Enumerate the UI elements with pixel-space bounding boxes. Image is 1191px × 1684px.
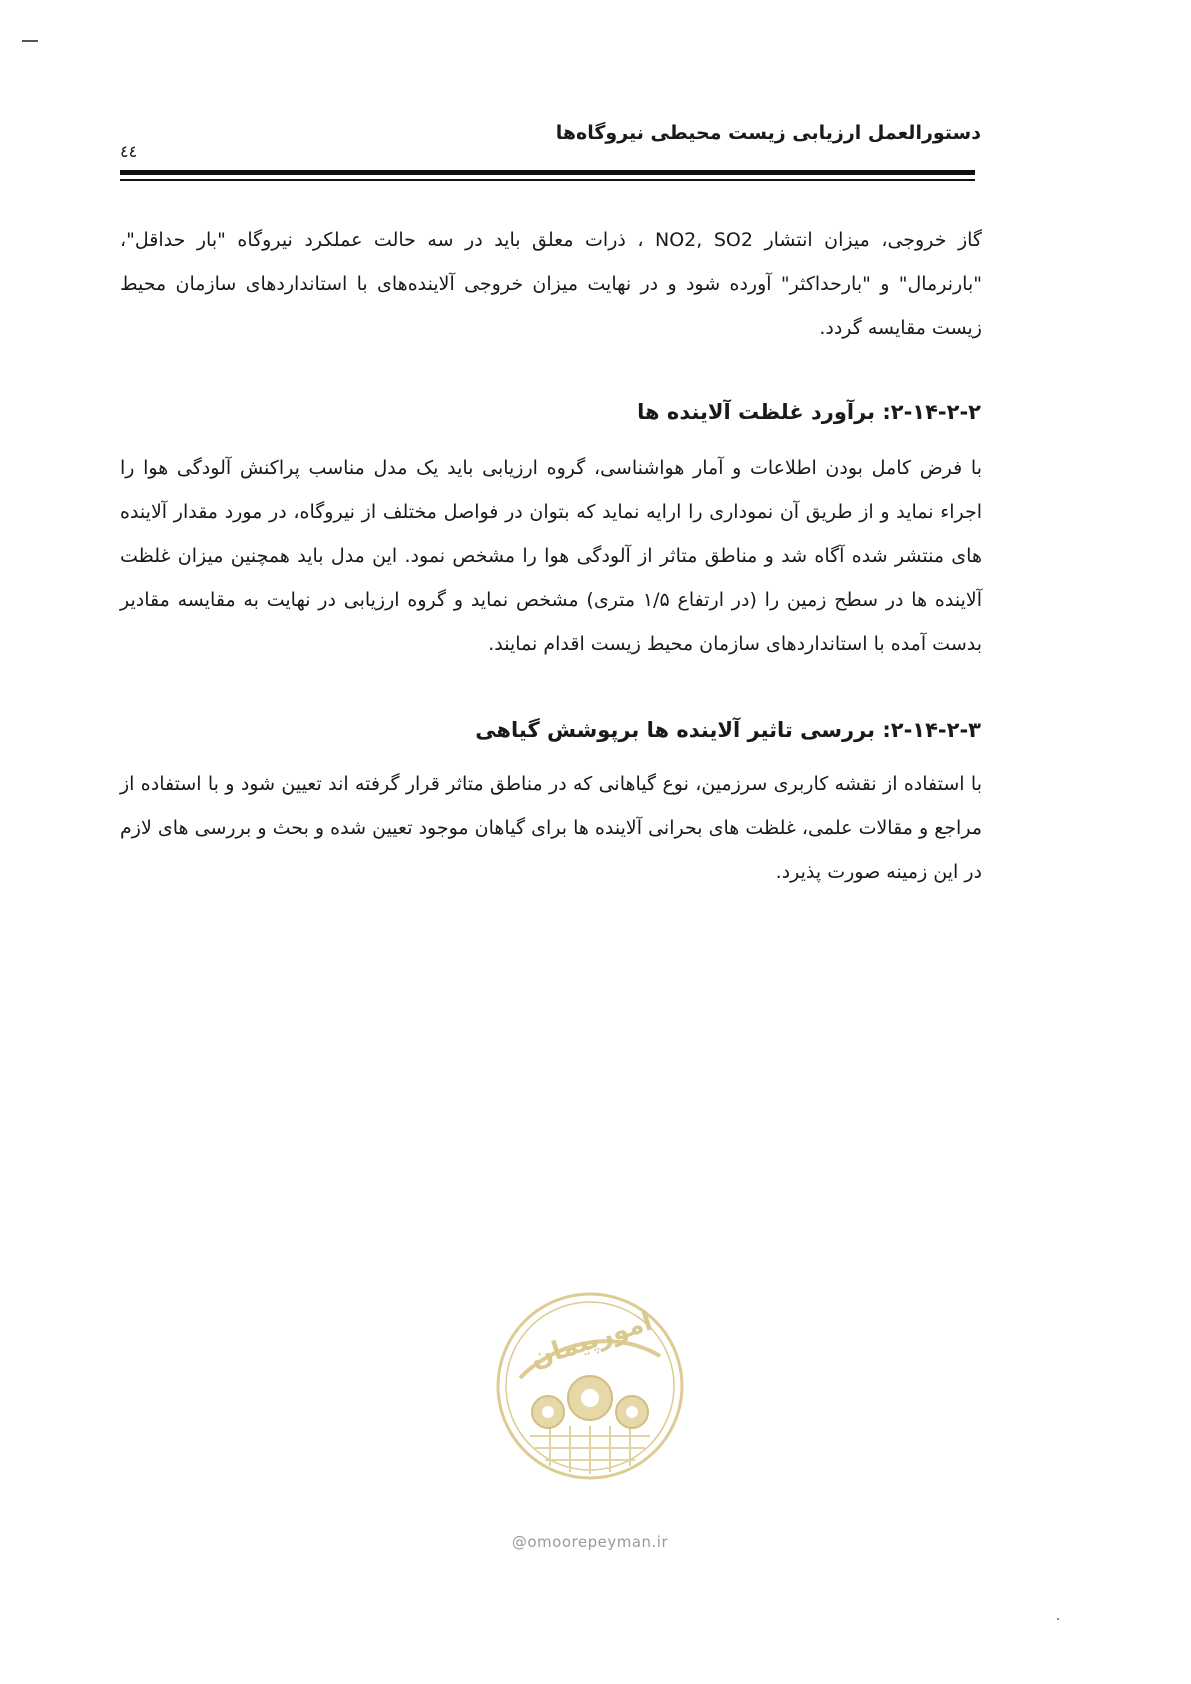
watermark-seal-icon [490, 1286, 690, 1486]
paragraph-1 [120, 218, 982, 350]
paragraph-2 [120, 446, 982, 666]
watermark-logo-text: امورپیمان [526, 1306, 657, 1375]
scan-corner-mark [22, 40, 38, 42]
watermark-url: @omoorepeyman.ir [511, 1533, 669, 1551]
paragraph-1-text: گاز خروجی، میزان انتشار NO2, SO2 ، ذرات معلق باید در سه حالت عملکرد نیروگاه "بار حداقل"، "بارنرمال" و "بارحداکثر" آورده شود و در نهایت میزان خروجی آلاینده‌های با استانداردهای سازمان محیط زیست مقایسه گردد. [120, 229, 982, 339]
paragraph-2-text: با فرض کامل بودن اطلاعات و آمار هواشناسی، گروه ارزیابی باید یک مدل مناسب پراکنش آلودگی هوا را اجراء نماید و از طریق آن نموداری را ارایه نماید که بتوان در فواصل مختلف از نیروگاه، در مورد مقدار آلاینده های منتشر شده آگاه شد و مناطق متاثر از آلودگی هوا را مشخص نمود. این مدل باید همچنین میزان غلظت آلاینده ها در سطح زمین را (در ارتفاع ۱/۵ متری) مشخص نماید و گروه ارزیابی در نهایت به مقایسه مقادیر بدست آمده با استانداردهای سازمان محیط زیست اقدام نمایند. [120, 457, 982, 655]
header-rule-thin [120, 179, 975, 181]
scan-speck [1057, 1618, 1059, 1620]
paragraph-3-text: با استفاده از نقشه کاربری سرزمین، نوع گیاهانی که در مناطق متاثر قرار گرفته اند تعیین شود و با استفاده از مراجع و مقالات علمی، غلظت های بحرانی آلاینده ها برای گیاهان موجود تعیین شده و بحث و بررسی های لازم در این زمینه صورت پذیرد. [120, 773, 982, 883]
section-heading-vegetation-impact: ۲-۱۴-۲-۳: بررسی تاثیر آلاینده ها برپوشش گیاهی [475, 718, 981, 742]
running-header-title: دستورالعمل ارزیابی زیست محیطی نیروگاه‌ها [555, 122, 981, 144]
paragraph-3 [120, 762, 982, 894]
page-number: ٤٤ [120, 142, 138, 161]
header-rule-thick [120, 170, 975, 175]
section-heading-pollutant-concentration: ۲-۱۴-۲-۲: برآورد غلظت آلاینده ها [637, 400, 981, 424]
